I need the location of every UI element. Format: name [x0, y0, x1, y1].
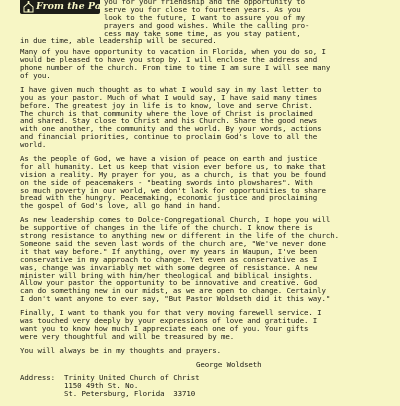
address-line: 1150 49th St. No. — [64, 381, 139, 391]
address-lines — [64, 374, 199, 398]
address-block — [20, 374, 392, 406]
text-line: serve you for close to fourteen years. As you — [104, 4, 301, 14]
text-line: vision a reality. My prayer for you, as a church, is that you be found — [20, 169, 326, 179]
paragraph-thanks — [20, 309, 392, 341]
text-line: and financial priorities, continue to proclaim God's love to all the — [20, 132, 318, 142]
paragraph-vacation — [20, 48, 392, 80]
text-line: can do something new in our midst, as we are open to change. Certainly — [20, 286, 326, 296]
text-line: look to the future, I want to assure you of my — [104, 12, 305, 22]
letter-body — [20, 0, 392, 406]
text-line: would be pleased to have you stop by. I will enclose the address and — [20, 55, 318, 65]
text-line: I don't want anyone to ever say, "But Pastor Woldseth did it this way." — [20, 294, 331, 304]
address-line: Trinity United Church of Christ — [64, 373, 200, 383]
text-line: Allow your pastor the opportunity to be innovative and creative. God — [20, 278, 318, 288]
text-line: of you. — [20, 71, 51, 81]
paragraph-last-letter — [20, 86, 392, 149]
text-line: before. The greatest joy in life is to know, love and serve Christ. — [20, 100, 313, 110]
letter-top — [20, 0, 392, 37]
text-line: was touched very deeply by your expressions of love and gratitude. I — [20, 315, 318, 325]
text-line: you as your pastor. Much of what I would say, I have said many times — [20, 92, 318, 102]
text-line: prayers and good wishes. While the calling pro- — [104, 20, 310, 30]
text-line: and shared. Stay close to Christ and his Church. Share the good news — [20, 116, 318, 126]
text-line: bread with the hungry. Peacemaking, economic justice and proclaiming — [20, 193, 318, 203]
paragraph-new-leadership — [20, 216, 392, 303]
text-line: it that way before." If anything, over my years in Waupun, I've been — [20, 246, 318, 256]
text-line: phone number of the church. From time to time I am sure I will see many — [20, 63, 331, 73]
text-line: on the side of peacemakers - "beating swords into plowshares". With — [20, 177, 313, 187]
text-line: Many of you have opportunity to vacation in Florida, when you do so, I — [20, 47, 326, 57]
text-line: The church is that community where the love of Christ is proclaimed — [20, 108, 313, 118]
text-line: world. — [20, 140, 47, 150]
address-line: St. Petersburg, Florida 33710 — [64, 389, 196, 399]
text-line: As the people of God, we have a vision of peace on earth and justice — [20, 154, 318, 164]
text-line: for all humanity. Let us keep that vision ever before us, to make that — [20, 161, 326, 171]
text-line: want you to know how much I appreciate each one of you. Your gifts — [20, 323, 309, 333]
text-line: you for your friendship and the opportunity to — [104, 0, 305, 6]
paragraph-closing — [20, 347, 392, 355]
address-label: Address: — [20, 373, 55, 383]
text-line: the gospel of God's love, all go hand in hand. — [20, 201, 221, 211]
text-line: was, change was invariably met with some degree of resistance. A new — [20, 262, 318, 272]
text-line: You will always be in my thoughts and prayers. — [20, 345, 221, 355]
text-line: so much poverty in our world, we don't lack for opportunities to share — [20, 185, 326, 195]
text-line: Someone said the seven last words of the church are, "We've never done — [20, 238, 326, 248]
masthead-title: From the Pastor — [36, 1, 123, 12]
text-line: conservative in my approach to change. Yet even as conservative as I — [20, 254, 318, 264]
text-line: in due time, able leadership will be secured. — [20, 36, 217, 46]
text-line: cess may take some time, as you stay patient, — [104, 28, 301, 38]
text-line: Finally, I want to thank you for that very moving farewell service. I — [20, 308, 322, 318]
paragraph-peace — [20, 155, 392, 210]
signature: George Woldseth — [196, 359, 262, 369]
text-line: strong resistance to anything new or different in the life of the church. — [20, 231, 339, 241]
text-line: minister will bring with him/her theological and biblical insights. — [20, 270, 313, 280]
text-line: with one another, the community and the world. By your words, actions — [20, 124, 322, 134]
text-line: were very thoughtful and will be treasured by me. — [20, 331, 235, 341]
text-line: I have given much thought as to what I would say in my last letter to — [20, 84, 322, 94]
text-line: As new leadership comes to Dolce-Congregational Church, I hope you will — [20, 215, 331, 225]
text-line: be supportive of changes in the life of the church. I know there is — [20, 223, 313, 233]
